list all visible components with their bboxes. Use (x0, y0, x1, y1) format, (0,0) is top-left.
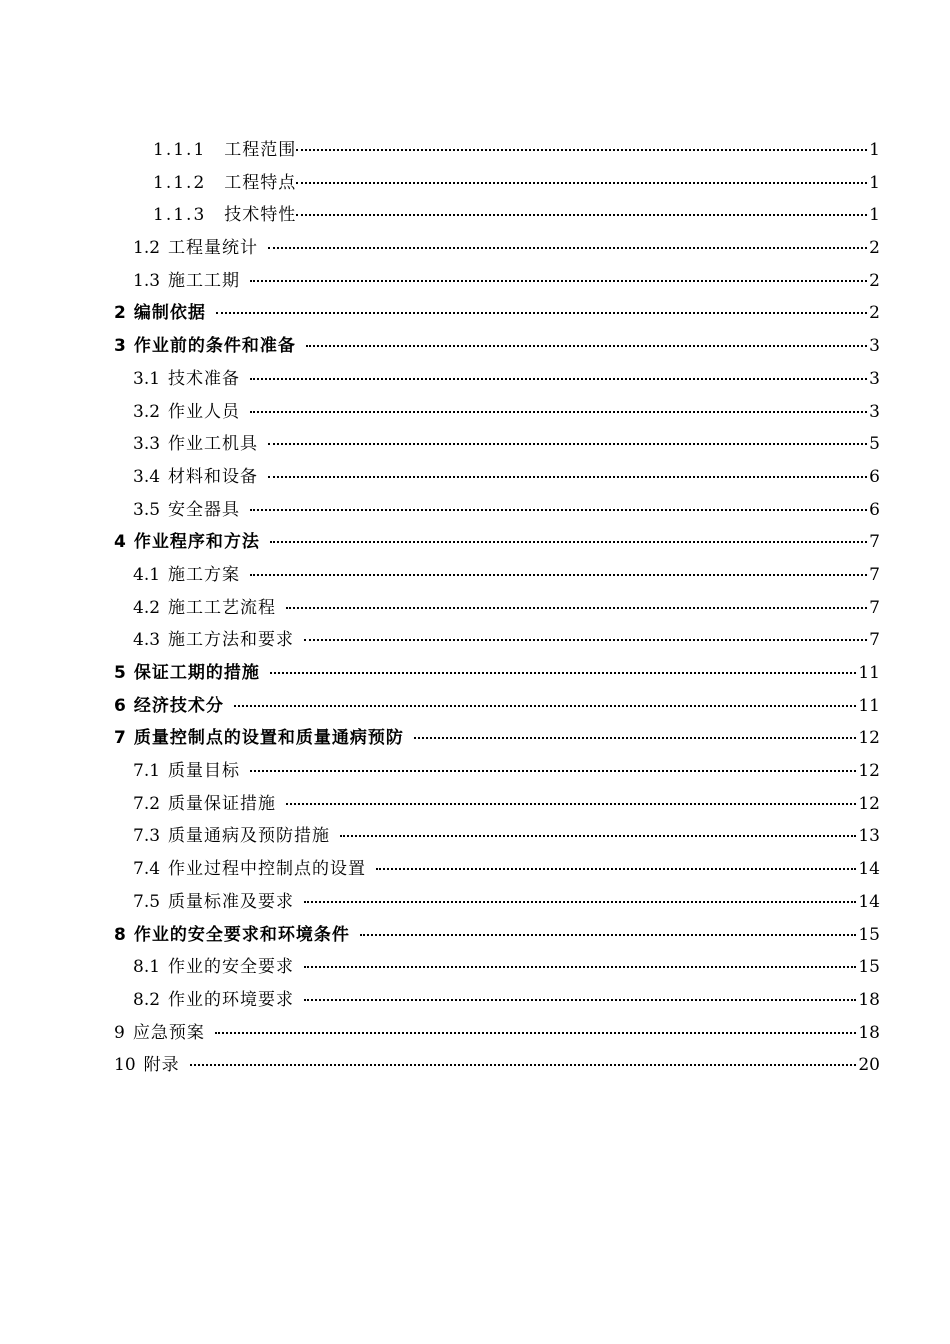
toc-dot-leader (270, 539, 867, 543)
toc-entry-title: 工程范围 (224, 140, 297, 160)
toc-entry-number: 1.1.3 (153, 205, 207, 226)
toc-entry-number: 1.3 (133, 270, 161, 291)
toc-entry[interactable] (0, 363, 950, 396)
toc-dot-leader (250, 572, 867, 576)
toc-entry[interactable] (0, 428, 950, 461)
toc-entry-number: 6 (114, 695, 126, 716)
toc-entry[interactable] (0, 265, 950, 298)
toc-dot-leader (304, 964, 856, 968)
toc-entry[interactable] (0, 624, 950, 657)
toc-dot-leader (250, 376, 867, 380)
toc-entry-page-number: 3 (869, 336, 880, 357)
toc-entry-title: 应急预案 (132, 1022, 205, 1043)
toc-entry[interactable] (0, 755, 950, 788)
toc-entry-title: 技术准备 (168, 368, 241, 389)
toc-dot-leader (268, 441, 867, 445)
toc-entry-number: 1.2 (133, 238, 161, 259)
toc-entry-number: 3.2 (133, 401, 161, 422)
toc-entry[interactable] (0, 199, 950, 232)
toc-entry-title: 质量通病及预防措施 (168, 826, 331, 847)
toc-entry-number: 1.1.2 (153, 172, 207, 193)
toc-entry-page-number: 1 (869, 172, 880, 193)
toc-dot-leader (304, 637, 867, 641)
toc-entry-page-number: 14 (858, 891, 880, 912)
toc-entry-number: 7.4 (133, 859, 161, 880)
toc-entry-page-number: 1 (869, 205, 880, 226)
toc-entry-page-number: 7 (869, 597, 880, 618)
table-of-contents (0, 134, 950, 1082)
toc-entry-page-number: 13 (858, 826, 880, 847)
toc-dot-leader (215, 1030, 857, 1034)
toc-entry-title: 作业的安全要求和环境条件 (133, 924, 350, 945)
toc-dot-leader (250, 278, 867, 282)
toc-entry-page-number: 12 (858, 728, 880, 749)
toc-entry-title: 作业程序和方法 (133, 532, 260, 553)
toc-entry[interactable] (0, 788, 950, 821)
toc-entry-title: 质量控制点的设置和质量通病预防 (133, 728, 404, 749)
toc-entry-title: 作业人员 (168, 401, 241, 422)
toc-entry-page-number: 2 (869, 238, 880, 259)
toc-entry-page-number: 2 (869, 303, 880, 324)
toc-entry-page-number: 20 (858, 1055, 880, 1076)
toc-entry[interactable] (0, 396, 950, 429)
toc-dot-leader (286, 605, 867, 609)
toc-entry[interactable] (0, 984, 950, 1017)
toc-entry-number: 4 (114, 532, 126, 553)
toc-entry-title: 保证工期的措施 (133, 663, 260, 683)
toc-entry-title: 作业的环境要求 (168, 989, 295, 1010)
toc-entry-page-number: 14 (858, 859, 880, 880)
toc-dot-leader (360, 932, 857, 936)
toc-entry-number: 8.2 (133, 989, 161, 1010)
toc-entry-title: 作业前的条件和准备 (133, 336, 296, 357)
toc-entry-number: 3.3 (133, 434, 161, 455)
toc-entry-page-number: 7 (869, 564, 880, 585)
toc-entry[interactable] (0, 722, 950, 755)
toc-entry[interactable] (0, 1049, 950, 1082)
toc-dot-leader (250, 409, 867, 413)
toc-entry-title: 工程量统计 (168, 238, 259, 259)
toc-dot-leader (286, 801, 856, 805)
toc-entry-number: 10 (114, 1055, 136, 1076)
toc-entry-page-number: 3 (869, 368, 880, 389)
toc-entry[interactable] (0, 134, 950, 167)
toc-entry-number: 5 (114, 663, 126, 683)
toc-dot-leader (304, 899, 856, 903)
toc-entry-title: 作业的安全要求 (168, 957, 295, 978)
toc-entry-page-number: 18 (858, 1022, 880, 1043)
toc-entry-page-number: 12 (858, 793, 880, 814)
toc-dot-leader (250, 507, 867, 511)
toc-dot-leader (306, 343, 867, 347)
toc-entry[interactable] (0, 494, 950, 527)
toc-entry-number: 7 (114, 728, 126, 749)
toc-dot-leader (234, 703, 857, 707)
toc-entry-title: 施工工艺流程 (168, 597, 277, 618)
toc-dot-leader (296, 212, 867, 216)
toc-entry-title: 质量目标 (168, 761, 241, 782)
toc-entry[interactable] (0, 461, 950, 494)
toc-entry-number: 3 (114, 336, 126, 357)
toc-entry-page-number: 15 (858, 924, 880, 945)
toc-entry[interactable] (0, 886, 950, 919)
toc-entry-number: 3.4 (133, 466, 161, 487)
toc-entry-number: 7.1 (133, 761, 161, 782)
toc-entry-title: 编制依据 (133, 303, 206, 324)
toc-entry[interactable] (0, 167, 950, 200)
toc-entry[interactable] (0, 820, 950, 853)
toc-dot-leader (296, 147, 867, 151)
toc-entry[interactable] (0, 526, 950, 559)
toc-entry-number: 8.1 (133, 957, 161, 978)
toc-entry-page-number: 11 (858, 663, 880, 683)
toc-entry[interactable] (0, 330, 950, 363)
toc-dot-leader (190, 1062, 857, 1066)
toc-entry-title: 质量保证措施 (168, 793, 277, 814)
toc-entry-title: 施工方法和要求 (168, 630, 295, 651)
toc-dot-leader (268, 474, 867, 478)
toc-entry-page-number: 5 (869, 434, 880, 455)
toc-entry-page-number: 1 (869, 140, 880, 160)
toc-entry-number: 2 (114, 303, 126, 324)
toc-entry-page-number: 12 (858, 761, 880, 782)
toc-entry[interactable] (0, 657, 950, 690)
toc-entry[interactable] (0, 919, 950, 952)
toc-entry-number: 9 (114, 1022, 125, 1043)
toc-entry-number: 8 (114, 924, 126, 945)
toc-entry-page-number: 6 (869, 499, 880, 520)
toc-entry-number: 1.1.1 (153, 140, 207, 160)
toc-entry-number: 4.3 (133, 630, 161, 651)
toc-entry-title: 材料和设备 (168, 466, 259, 487)
toc-dot-leader (268, 245, 867, 249)
toc-dot-leader (304, 997, 856, 1001)
toc-dot-leader (376, 866, 856, 870)
toc-entry-title: 作业过程中控制点的设置 (168, 859, 367, 880)
toc-entry[interactable] (0, 951, 950, 984)
toc-dot-leader (250, 768, 856, 772)
toc-entry-title: 作业工机具 (168, 434, 259, 455)
toc-entry-title: 技术特性 (224, 205, 297, 226)
toc-entry-title: 工程特点 (224, 172, 297, 193)
toc-entry-page-number: 2 (869, 270, 880, 291)
toc-entry-page-number: 6 (869, 466, 880, 487)
toc-entry-page-number: 3 (869, 401, 880, 422)
toc-entry-number: 7.3 (133, 826, 161, 847)
toc-entry-page-number: 7 (869, 630, 880, 651)
toc-entry[interactable] (0, 853, 950, 886)
toc-entry-number: 3.5 (133, 499, 161, 520)
toc-entry-title: 施工工期 (168, 270, 241, 291)
toc-entry-number: 4.2 (133, 597, 161, 618)
toc-dot-leader (340, 833, 856, 837)
toc-entry-number: 3.1 (133, 368, 161, 389)
toc-entry[interactable] (0, 1017, 950, 1050)
toc-entry-number: 7.5 (133, 891, 161, 912)
toc-entry[interactable] (0, 232, 950, 265)
toc-entry-page-number: 7 (869, 532, 880, 553)
toc-entry[interactable] (0, 592, 950, 625)
toc-entry-number: 7.2 (133, 793, 161, 814)
toc-entry-title: 经济技术分 (133, 695, 224, 716)
toc-entry-number: 4.1 (133, 564, 161, 585)
toc-entry[interactable] (0, 297, 950, 330)
toc-entry-page-number: 18 (858, 989, 880, 1010)
toc-dot-leader (296, 180, 867, 184)
toc-entry-title: 质量标准及要求 (168, 891, 295, 912)
toc-dot-leader (270, 670, 857, 674)
toc-entry-title: 附录 (143, 1055, 180, 1076)
toc-dot-leader (216, 310, 867, 314)
toc-entry[interactable] (0, 690, 950, 723)
toc-entry[interactable] (0, 559, 950, 592)
toc-dot-leader (414, 735, 857, 739)
toc-entry-page-number: 11 (858, 695, 880, 716)
toc-entry-title: 安全器具 (168, 499, 241, 520)
toc-entry-page-number: 15 (858, 957, 880, 978)
toc-entry-title: 施工方案 (168, 564, 241, 585)
